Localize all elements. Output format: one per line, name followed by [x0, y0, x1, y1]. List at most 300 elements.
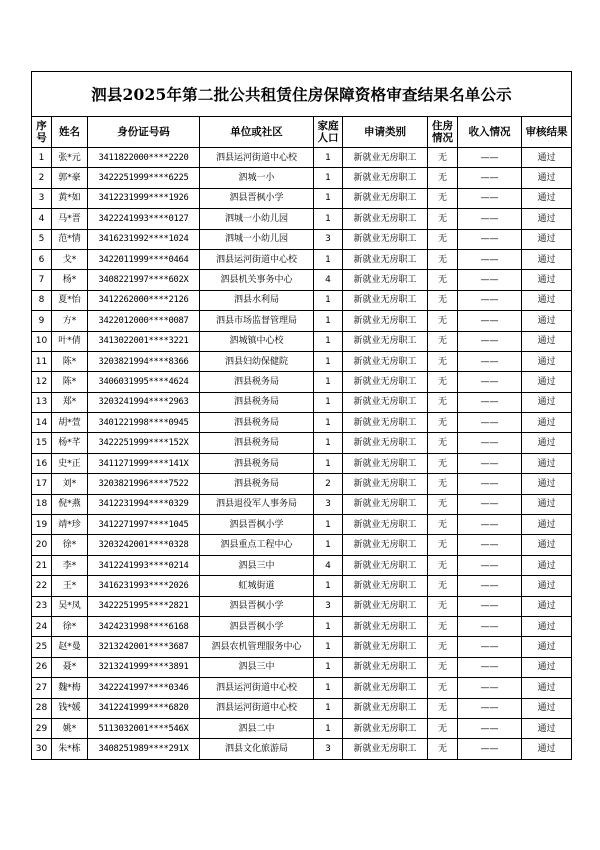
header-name: 姓名: [52, 117, 88, 148]
cell-result: 通过: [522, 168, 572, 188]
cell-result: 通过: [522, 739, 572, 759]
table-row: [32, 616, 572, 636]
cell-unit: 泗县税务局: [200, 392, 314, 412]
header-seq: 序号: [32, 117, 52, 148]
cell-income: ——: [458, 413, 522, 433]
cell-id: 5113032001****546X: [88, 718, 200, 738]
cell-income: ——: [458, 351, 522, 371]
cell-type: 新就业无房职工: [343, 596, 428, 616]
cell-id: 3213242001****3687: [88, 637, 200, 657]
cell-name: 范*情: [52, 229, 88, 249]
cell-seq: 7: [32, 270, 52, 290]
cell-housing: 无: [428, 351, 458, 371]
cell-housing: 无: [428, 392, 458, 412]
cell-unit: 泗县税务局: [200, 413, 314, 433]
cell-housing: 无: [428, 249, 458, 269]
cell-type: 新就业无房职工: [343, 270, 428, 290]
cell-unit: 泗城一小: [200, 168, 314, 188]
table-row: [32, 209, 572, 229]
cell-family: 1: [314, 576, 343, 596]
table-row: [32, 596, 572, 616]
cell-seq: 23: [32, 596, 52, 616]
cell-name: 郭*豪: [52, 168, 88, 188]
cell-name: 杨*芊: [52, 433, 88, 453]
cell-type: 新就业无房职工: [343, 331, 428, 351]
cell-unit: 泗县农机管理服务中心: [200, 637, 314, 657]
cell-name: 方*: [52, 311, 88, 331]
cell-seq: 4: [32, 209, 52, 229]
table-row: [32, 290, 572, 310]
cell-type: 新就业无房职工: [343, 351, 428, 371]
table-row: [32, 331, 572, 351]
cell-seq: 3: [32, 188, 52, 208]
cell-income: ——: [458, 148, 522, 168]
cell-type: 新就业无房职工: [343, 678, 428, 698]
cell-id: 3203241994****2963: [88, 392, 200, 412]
table-row: [32, 739, 572, 759]
cell-family: 1: [314, 311, 343, 331]
cell-family: 1: [314, 657, 343, 677]
cell-income: ——: [458, 474, 522, 494]
cell-type: 新就业无房职工: [343, 494, 428, 514]
cell-unit: 泗县机关事务中心: [200, 270, 314, 290]
table-row: [32, 637, 572, 657]
cell-type: 新就业无房职工: [343, 148, 428, 168]
cell-seq: 26: [32, 657, 52, 677]
table-row: [32, 392, 572, 412]
cell-id: 3422251995****2821: [88, 596, 200, 616]
cell-id: 3416231993****2026: [88, 576, 200, 596]
cell-name: 徐*: [52, 616, 88, 636]
cell-name: 夏*怡: [52, 290, 88, 310]
cell-housing: 无: [428, 168, 458, 188]
cell-housing: 无: [428, 657, 458, 677]
cell-unit: 泗县妇幼保健院: [200, 351, 314, 371]
table-row: [32, 249, 572, 269]
table-row: [32, 698, 572, 718]
cell-result: 通过: [522, 311, 572, 331]
table-row: [32, 555, 572, 575]
cell-housing: 无: [428, 535, 458, 555]
cell-housing: 无: [428, 698, 458, 718]
cell-id: 3413022001****3221: [88, 331, 200, 351]
cell-family: 1: [314, 535, 343, 555]
header-type: 申请类别: [343, 117, 428, 148]
cell-seq: 17: [32, 474, 52, 494]
table-row: [32, 576, 572, 596]
cell-unit: 泗县税务局: [200, 433, 314, 453]
cell-seq: 19: [32, 515, 52, 535]
cell-type: 新就业无房职工: [343, 453, 428, 473]
cell-income: ——: [458, 229, 522, 249]
cell-unit: 泗县退役军人事务局: [200, 494, 314, 514]
cell-result: 通过: [522, 718, 572, 738]
cell-name: 李*: [52, 555, 88, 575]
header-housing: 住房情况: [428, 117, 458, 148]
cell-income: ——: [458, 555, 522, 575]
cell-family: 1: [314, 148, 343, 168]
cell-unit: 虹城街道: [200, 576, 314, 596]
cell-id: 3408251989****291X: [88, 739, 200, 759]
cell-result: 通过: [522, 413, 572, 433]
cell-income: ——: [458, 433, 522, 453]
cell-result: 通过: [522, 270, 572, 290]
cell-family: 2: [314, 474, 343, 494]
cell-income: ——: [458, 596, 522, 616]
cell-family: 1: [314, 209, 343, 229]
cell-unit: 泗县三中: [200, 657, 314, 677]
cell-result: 通过: [522, 188, 572, 208]
cell-type: 新就业无房职工: [343, 372, 428, 392]
cell-seq: 9: [32, 311, 52, 331]
cell-housing: 无: [428, 188, 458, 208]
cell-income: ——: [458, 453, 522, 473]
cell-seq: 24: [32, 616, 52, 636]
cell-type: 新就业无房职工: [343, 718, 428, 738]
cell-result: 通过: [522, 453, 572, 473]
header-row: [32, 117, 572, 148]
cell-family: 1: [314, 433, 343, 453]
cell-name: 聂*: [52, 657, 88, 677]
cell-result: 通过: [522, 372, 572, 392]
cell-type: 新就业无房职工: [343, 637, 428, 657]
cell-name: 胡*萱: [52, 413, 88, 433]
cell-family: 1: [314, 413, 343, 433]
cell-name: 魏*梅: [52, 678, 88, 698]
table-row: [32, 535, 572, 555]
cell-result: 通过: [522, 678, 572, 698]
cell-result: 通过: [522, 148, 572, 168]
table-row: [32, 474, 572, 494]
cell-family: 1: [314, 515, 343, 535]
cell-housing: 无: [428, 616, 458, 636]
cell-housing: 无: [428, 515, 458, 535]
cell-id: 3422011999****0464: [88, 249, 200, 269]
table-row: [32, 718, 572, 738]
cell-result: 通过: [522, 555, 572, 575]
cell-income: ——: [458, 657, 522, 677]
cell-type: 新就业无房职工: [343, 311, 428, 331]
cell-unit: 泗县运河街道中心校: [200, 148, 314, 168]
cell-type: 新就业无房职工: [343, 229, 428, 249]
cell-family: 1: [314, 453, 343, 473]
cell-result: 通过: [522, 433, 572, 453]
table-row: [32, 413, 572, 433]
cell-seq: 25: [32, 637, 52, 657]
cell-name: 吴*凤: [52, 596, 88, 616]
cell-unit: 泗县市场监督管理局: [200, 311, 314, 331]
cell-unit: 泗县税务局: [200, 453, 314, 473]
cell-family: 3: [314, 596, 343, 616]
cell-income: ——: [458, 209, 522, 229]
cell-id: 3401221998****0945: [88, 413, 200, 433]
cell-id: 3412262000****2126: [88, 290, 200, 310]
cell-seq: 27: [32, 678, 52, 698]
cell-type: 新就业无房职工: [343, 739, 428, 759]
cell-income: ——: [458, 188, 522, 208]
cell-seq: 5: [32, 229, 52, 249]
cell-unit: 泗城镇中心校: [200, 331, 314, 351]
cell-result: 通过: [522, 351, 572, 371]
header-result: 审核结果: [522, 117, 572, 148]
cell-income: ——: [458, 678, 522, 698]
cell-housing: 无: [428, 311, 458, 331]
cell-id: 3411822000****2220: [88, 148, 200, 168]
cell-seq: 8: [32, 290, 52, 310]
cell-housing: 无: [428, 474, 458, 494]
cell-unit: 泗县重点工程中心: [200, 535, 314, 555]
cell-seq: 28: [32, 698, 52, 718]
cell-family: 1: [314, 249, 343, 269]
cell-result: 通过: [522, 290, 572, 310]
cell-result: 通过: [522, 657, 572, 677]
cell-family: 1: [314, 616, 343, 636]
cell-income: ——: [458, 616, 522, 636]
cell-type: 新就业无房职工: [343, 413, 428, 433]
table-row: [32, 311, 572, 331]
cell-result: 通过: [522, 474, 572, 494]
cell-id: 3416231992****1024: [88, 229, 200, 249]
cell-id: 3203242001****0328: [88, 535, 200, 555]
cell-housing: 无: [428, 433, 458, 453]
cell-family: 1: [314, 698, 343, 718]
cell-name: 张*元: [52, 148, 88, 168]
table-row: [32, 453, 572, 473]
cell-unit: 泗县晋枫小学: [200, 188, 314, 208]
cell-result: 通过: [522, 637, 572, 657]
cell-seq: 10: [32, 331, 52, 351]
cell-family: 3: [314, 229, 343, 249]
cell-type: 新就业无房职工: [343, 576, 428, 596]
cell-seq: 20: [32, 535, 52, 555]
cell-seq: 12: [32, 372, 52, 392]
cell-unit: 泗县运河街道中心校: [200, 249, 314, 269]
cell-type: 新就业无房职工: [343, 249, 428, 269]
cell-seq: 6: [32, 249, 52, 269]
cell-id: 3422241993****0127: [88, 209, 200, 229]
cell-income: ——: [458, 535, 522, 555]
cell-family: 4: [314, 555, 343, 575]
result-table: [31, 71, 572, 760]
cell-unit: 泗县运河街道中心校: [200, 678, 314, 698]
cell-housing: 无: [428, 576, 458, 596]
cell-housing: 无: [428, 290, 458, 310]
cell-seq: 30: [32, 739, 52, 759]
cell-result: 通过: [522, 229, 572, 249]
cell-family: 1: [314, 351, 343, 371]
cell-name: 陈*: [52, 372, 88, 392]
cell-id: 3422251999****6225: [88, 168, 200, 188]
cell-id: 3412241993****0214: [88, 555, 200, 575]
cell-unit: 泗县二中: [200, 718, 314, 738]
cell-income: ——: [458, 637, 522, 657]
cell-result: 通过: [522, 616, 572, 636]
cell-housing: 无: [428, 331, 458, 351]
cell-result: 通过: [522, 392, 572, 412]
table-row: [32, 168, 572, 188]
cell-unit: 泗县水利局: [200, 290, 314, 310]
cell-seq: 14: [32, 413, 52, 433]
cell-type: 新就业无房职工: [343, 168, 428, 188]
cell-unit: 泗县晋枫小学: [200, 616, 314, 636]
table-row: [32, 351, 572, 371]
cell-id: 3422251999****152X: [88, 433, 200, 453]
cell-seq: 21: [32, 555, 52, 575]
cell-name: 赵*曼: [52, 637, 88, 657]
cell-unit: 泗县税务局: [200, 474, 314, 494]
cell-housing: 无: [428, 637, 458, 657]
cell-name: 黄*如: [52, 188, 88, 208]
header-unit: 单位或社区: [200, 117, 314, 148]
cell-income: ——: [458, 168, 522, 188]
cell-income: ——: [458, 576, 522, 596]
cell-name: 马*晋: [52, 209, 88, 229]
cell-type: 新就业无房职工: [343, 474, 428, 494]
cell-seq: 11: [32, 351, 52, 371]
cell-income: ——: [458, 392, 522, 412]
cell-name: 史*正: [52, 453, 88, 473]
cell-name: 戈*: [52, 249, 88, 269]
cell-income: ——: [458, 718, 522, 738]
cell-housing: 无: [428, 209, 458, 229]
cell-unit: 泗县运河街道中心校: [200, 698, 314, 718]
cell-type: 新就业无房职工: [343, 290, 428, 310]
cell-income: ——: [458, 290, 522, 310]
header-id: 身份证号码: [88, 117, 200, 148]
cell-id: 3213241999****3891: [88, 657, 200, 677]
cell-name: 靖*珍: [52, 515, 88, 535]
cell-id: 3422012000****0087: [88, 311, 200, 331]
cell-housing: 无: [428, 372, 458, 392]
cell-seq: 13: [32, 392, 52, 412]
cell-unit: 泗县晋枫小学: [200, 515, 314, 535]
cell-type: 新就业无房职工: [343, 535, 428, 555]
cell-income: ——: [458, 515, 522, 535]
cell-id: 3203821996****7522: [88, 474, 200, 494]
cell-family: 1: [314, 168, 343, 188]
cell-income: ——: [458, 372, 522, 392]
cell-seq: 15: [32, 433, 52, 453]
cell-housing: 无: [428, 270, 458, 290]
cell-id: 3408221997****602X: [88, 270, 200, 290]
cell-family: 1: [314, 290, 343, 310]
cell-name: 倪*燕: [52, 494, 88, 514]
cell-family: 1: [314, 392, 343, 412]
header-income: 收入情况: [458, 117, 522, 148]
cell-income: ——: [458, 494, 522, 514]
cell-income: ——: [458, 739, 522, 759]
cell-housing: 无: [428, 453, 458, 473]
cell-unit: 泗县三中: [200, 555, 314, 575]
cell-name: 朱*栋: [52, 739, 88, 759]
table-row: [32, 515, 572, 535]
cell-type: 新就业无房职工: [343, 188, 428, 208]
cell-type: 新就业无房职工: [343, 616, 428, 636]
table-row: [32, 657, 572, 677]
cell-seq: 18: [32, 494, 52, 514]
cell-income: ——: [458, 331, 522, 351]
cell-housing: 无: [428, 229, 458, 249]
cell-housing: 无: [428, 148, 458, 168]
cell-result: 通过: [522, 494, 572, 514]
cell-family: 1: [314, 678, 343, 698]
cell-seq: 29: [32, 718, 52, 738]
cell-family: 1: [314, 331, 343, 351]
cell-unit: 泗县税务局: [200, 372, 314, 392]
cell-housing: 无: [428, 739, 458, 759]
cell-family: 1: [314, 188, 343, 208]
cell-id: 3412271997****1045: [88, 515, 200, 535]
table-row: [32, 372, 572, 392]
table-row: [32, 270, 572, 290]
cell-id: 3412231994****0329: [88, 494, 200, 514]
table-row: [32, 188, 572, 208]
cell-type: 新就业无房职工: [343, 657, 428, 677]
cell-type: 新就业无房职工: [343, 515, 428, 535]
table-row: [32, 229, 572, 249]
cell-id: 3412241999****6820: [88, 698, 200, 718]
cell-name: 刘*: [52, 474, 88, 494]
cell-income: ——: [458, 311, 522, 331]
cell-seq: 1: [32, 148, 52, 168]
cell-result: 通过: [522, 249, 572, 269]
table-row: [32, 494, 572, 514]
cell-name: 叶*倩: [52, 331, 88, 351]
cell-housing: 无: [428, 678, 458, 698]
cell-housing: 无: [428, 596, 458, 616]
cell-type: 新就业无房职工: [343, 209, 428, 229]
cell-id: 3203821994****8366: [88, 351, 200, 371]
cell-name: 姚*: [52, 718, 88, 738]
cell-result: 通过: [522, 576, 572, 596]
table-row: [32, 678, 572, 698]
cell-type: 新就业无房职工: [343, 698, 428, 718]
table-row: [32, 433, 572, 453]
cell-housing: 无: [428, 494, 458, 514]
cell-name: 徐*: [52, 535, 88, 555]
cell-type: 新就业无房职工: [343, 433, 428, 453]
cell-name: 陈*: [52, 351, 88, 371]
page-title: 泗县2025年第二批公共租赁住房保障资格审查结果名单公示: [32, 72, 572, 117]
cell-id: 3422241997****0346: [88, 678, 200, 698]
cell-income: ——: [458, 249, 522, 269]
cell-id: 3406031995****4624: [88, 372, 200, 392]
header-family: 家庭人口: [314, 117, 343, 148]
cell-result: 通过: [522, 535, 572, 555]
cell-family: 1: [314, 372, 343, 392]
cell-result: 通过: [522, 596, 572, 616]
cell-id: 3411271999****141X: [88, 453, 200, 473]
cell-family: 4: [314, 270, 343, 290]
document-sheet: [31, 71, 572, 760]
cell-family: 1: [314, 637, 343, 657]
cell-seq: 22: [32, 576, 52, 596]
cell-type: 新就业无房职工: [343, 392, 428, 412]
cell-unit: 泗城一小幼儿园: [200, 209, 314, 229]
cell-id: 3412231999****1926: [88, 188, 200, 208]
cell-family: 1: [314, 718, 343, 738]
cell-result: 通过: [522, 515, 572, 535]
cell-housing: 无: [428, 413, 458, 433]
cell-name: 郑*: [52, 392, 88, 412]
cell-income: ——: [458, 270, 522, 290]
cell-name: 王*: [52, 576, 88, 596]
cell-housing: 无: [428, 555, 458, 575]
cell-name: 钱*媛: [52, 698, 88, 718]
cell-id: 3424231998****6168: [88, 616, 200, 636]
cell-family: 3: [314, 494, 343, 514]
table-row: [32, 148, 572, 168]
